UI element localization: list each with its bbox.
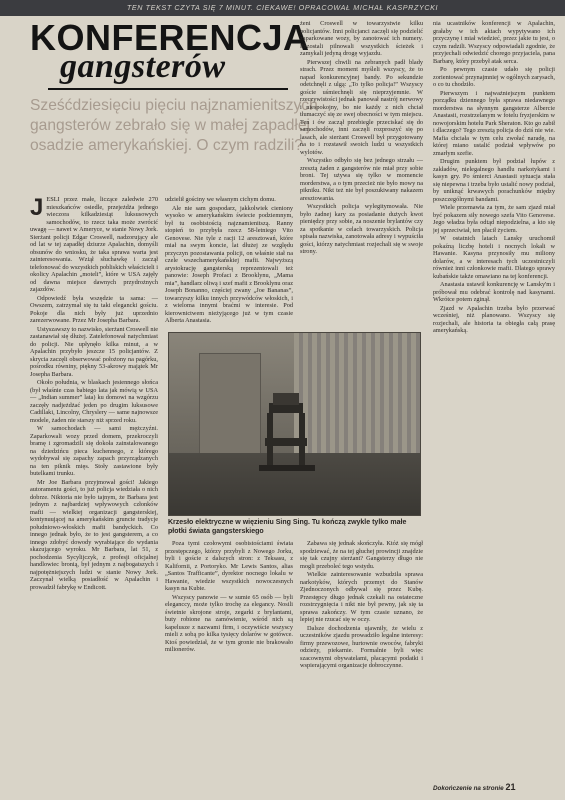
paragraph: Ale nie sam gospodarz, jakkolwiek cieniony wysoko w amerykańskim świecie podziemnym, był tu osobistością najznamienitszą. Ranny stopień to przybyła rzecz 58-letniego Vito Genovese. Nie tyle z racji 12 aresztowań, które miał na swym koncie, lat dłużej ze względu przyczyn pozostawania policji, on właśnie stał na czele wszechamerykańskiej mafii. Najwyższą arystokrację gangsterską reprezentowali też panowie: Joseph Profaci z Brooklynu, „Mama mia”, handlarz oliwą i szef mafii z Brooklynu oraz Joseph Bonanno, częściej zwany „Joe Bananas”, towarzyszy kilku innych przywódców włoskich, i z wieloma innymi braćmi w interesie. Pod kierownictwem nieżyjącego już w tym czasie Alberta Anastasia.	[165, 204, 293, 324]
continued-label: Dokończenie na stronie	[433, 785, 504, 792]
article-lead: Sześćdziesięciu pięciu najznamienitszych gangsterów zebrało się w małej zapadłej osadzie amerykańskiej. O czym radzili?	[30, 97, 318, 154]
text-column-3	[300, 20, 423, 328]
paragraph: udzielił gościny we własnym cichym domu.	[165, 196, 276, 203]
drop-cap: J	[30, 196, 44, 221]
electric-chair-icon	[169, 333, 420, 515]
paragraph: Wszystko odbyło się bez jednego strzału — zresztą żaden z gangsterów nie miał przy sobie broni. Tej używa się tylko w momencie morderstwa, a o tym przecież nie było mowy na pikniku. Nikt też nie był poszukiwany nakazem aresztowania.	[300, 157, 423, 202]
electric-chair-photo	[168, 332, 421, 516]
paragraph: Odpowiedź była wszędzie ta sama: — Owszem, zatrzymał się tu taki elegancki gościu. Pokoje dla nich były już uprzednio zarezerwowane. Przez Mr Josepha Barbara.	[30, 294, 158, 324]
paragraph: Wielkie zainteresowanie wzbudziła sprawa narkotyków, których przemyt do Stanów Zjednoczonych odbywał się przez Kubę. Przestępcy długo jednak czekali na ostateczne rozstrzygnięcia i nikt nie był pewny, jak się ta sprawa zakończy. W tym czasie uznano, że lepiej nie rzucać się w oczy.	[300, 571, 423, 623]
subtitle-rule	[48, 88, 288, 90]
paragraph: JESLI przez małe, liczące zaledwie 270 mieszkańców osiedle, przejeżdża jednego wieczora kilkadziesiąt luksusowych samochodów, to rzecz taka może zwrócić uwagę — nawet w Ameryce, w stanie Nowy Jork. Sierżant policji Edgar Croswell, nadzorujący ale od lat w tej zapadłej dziurze Apalachin, domyśli obsunów do wniosku, że taka sprawa warta jest zainteresowania. Wziął słuchawkę i zaczął telefonować do wszystkich pobliskich właścicieli i okolicy Apalachin „moteli”, które w USA zajęły od dawna miejsce dawnych przydrożnych zajazdów.	[30, 196, 158, 293]
paragraph: Dalsze dochodzenia ujawniły, że wielu z uczestników zjazdu prowadziło legalne interesy: firmy przewozowe, hurtownie owoców, fabryki odzieży, piekarnie. Formalnie byli więc szacownymi obywatelami, płacącymi podatki i wspierającymi organizacje dobroczynne.	[300, 624, 423, 669]
paragraph: Pierwszej chwili na zebranych padł blady strach. Przez moment myśleli wszyscy, że to napad konkurencyjnej bandy. Po sekundzie odetchnęli z ulgą: „To tylko policja!” Wszyscy goście uśmiechnęli się nieprzyjemnie. W rzeczywistości jednak panował nastrój nerwowy i niespokojny, bo nie każdy z nich chciał tłumaczyć się ze swej obecności w tym miejscu. Ten i ów zaczął przebiegle przeciskać się do samochodów, inni zaczęli rozproszyć się po lasach, ale sierżant Croswell był przygotowany na to i rozstawił swoich ludzi u wszystkich wylotów.	[300, 58, 423, 156]
continued-page: 21	[505, 782, 516, 792]
article-title: KONFERENCJA	[30, 17, 310, 58]
header-band	[0, 0, 565, 16]
paragraph: Wszystkich policja wylegitymowała. Nie było żadnej kary za posiadanie dużych kwot pieniędzy przy sobie, za noszenie brylantów czy za spotkanie w celach towarzyskich. Policja spisała nazwiska, zanotowała adresy i wypuściła gości, którzy natychmiast rozjechali się w swoje strony.	[300, 203, 423, 255]
text-column-3-bottom	[300, 540, 423, 798]
text-column-2-bottom	[165, 540, 293, 798]
photo-caption: Krzesło elektryczne w więzieniu Sing Sing. Tu kończą zwykle tylko małe płotki świata gangsterskiego	[168, 519, 407, 535]
paragraph: Poza tymi czołowymi osobistościami świata przestępczego, którzy przybyli z Nowego Jorku, byli i goście z dalszych stron: z Teksasu, z Kalifornii, z Portoryko. Mr Lewis Santos, alias „Santos Trafficante”, dyrektor nocnego lokalu w Hawanie, wiedzie wszystkich nowoczesnych kasyn na Kubie.	[165, 540, 293, 592]
text-column-2	[165, 196, 293, 328]
paragraph: Około południa, w blaskach jesiennego słońca (był właśnie czas babiego lata jak mówią w USA — „Indian summer” lata) ku domowi na wzgórzu zaczęły nadjeżdżać jeden po drugim luksusowe Cadillaki, Lincolny, Chryslery — same najnowsze modele, żaden nie starszy niż sprzed roku.	[30, 379, 158, 424]
paragraph: Po pewnym czasie udało się policji zorientować przynajmniej w ogólnych zarysach, o co tu chodziło.	[433, 66, 555, 88]
continued-note	[433, 782, 553, 792]
paragraph: W ostatnich latach Lansky uruchomił pokaźną liczbę hoteli i nocnych lokali w Hawanie. Kasyna przynosiły mu miliony dolarów, a w interesach tych uczestniczyli również inni członkowie mafii. Dlatego sprawy kubańskie także omawiano na tej konferencji.	[433, 235, 555, 280]
paragraph: nia ucastników konferencji w Apalachin, grałaby w ich aktach wypytywano ich przyczynę i miał wiedzieć, przez jakie tu jest, o czym radzili. Wszyscy odpowiadali zgodnie, że przyjechali odwiedzić chorego przyjaciela, pana Barbarę, który przebył atak serca.	[433, 20, 555, 65]
paragraph: Wszyscy panowie — w sumie 65 osób — byli eleganccy, może tylko trochę za elegancy. Nosili świetnie skrojone stroje, zegarki z brylantami, buty robione na zamówienie, wśród nich są kapelusze z nazwami firm, i oczywiście wszyscy mieli z sobą po kilka tysięcy dolarów w gotówce. Ktoś powiedział, że w tym gronie nie brakowało milionerów.	[165, 593, 293, 653]
paragraph: Mr Joe Barbara przyjmował gości! Jakiego autoramentu gości, to już policja wiedziała o nich dobrze. Niktoria nie było tajnym, że Barbara jest jednym z najbardziej wpływowych członków mafii — wielkiej organizacji gangsterskiej, kontynuującej na amerykańskim gruncie tradycje południowo-włoskich mafii bandyckich. Co innego jednak było, że to jest gangsterem, a co innego zdobyć dowody wyrabiające do wydania skazującego wyroku. Mr Barbara, lat 51, z pochodzenia Sycylijczyk, z profesji oficjalnej handlowiec bronią, był jednym z najbogatszych i najpotężniejszych ludzi w stanie Nowy Jork. Zaczynał wielką posiadłość w Apalachin i prowadził fabrykę w Endicott.	[30, 478, 158, 591]
article-subtitle: gangsterów	[60, 48, 226, 85]
text-column-1	[30, 196, 158, 796]
paragraph: Drugim punktem był podział łupów z zakładów, nielegalnego handlu narkotykami i kasyn gry. Po śmierci Anastasii sytuacja stała się niepewna i trzeba było ustalić nowy podział, by uniknąć krwawych porachunków między poszczególnymi bandami.	[433, 158, 555, 203]
paragraph: Wiele przemawia za tym, że sam zjazd miał być pokazem siły nowego szefa Vito Genovese. Jego władza była odtąd niepodzielna, a kto się jej sprzeciwiał, ten płacił życiem.	[433, 204, 555, 234]
header-tagline: TEN TEKST CZYTA SIĘ 7 MINUT. CIEKAWE! OPRACOWAŁ MICHAŁ KASPRZYCKI	[126, 3, 439, 12]
paragraph: Zabawa się jednak skończyła. Któż się mógł spodziewać, że na tej głuchej prowincji znajdzie się tak czujny sierżant? Gangsterzy długo nie mogli przeboleć tego wstydu.	[300, 540, 423, 570]
paragraph: Ustyszawszy to nazwisko, sierżant Croswell nie zastanawiał się dłużej. Zatelefonował natychmiast do policji. Nie upłynęło kilka minut, a w Apalachin przybyło jeszcze 15 policjantów. Z skrycia zaczęli obserwować położony na pagórku, pośrodku równiny, piękny 53-akrowy majątek Mr Josepha Barbara.	[30, 325, 158, 378]
paragraph: Anastasia ustawił konkurencję w Lansky'm i próbował mu odebrać kontrolę nad kasynami. Wkrótce potem zginął.	[433, 281, 555, 303]
paragraph: Pierwszym i najważniejszym punktem porządku dziennego była sprawa niedawnego morderstwa na słynnym gangsterze Albercie Anastasii, rozstrzelanym w fotelu fryzjerskim w nowojorskim hotelu Park Sheraton. Kto go zabił i dlaczego? Tego zresztą policja do dziś nie wie. Mafia chciała w tym celu zwołać naradę, na której miano ustalić podział wpływów po zmarłym szefie.	[433, 89, 555, 157]
paragraph: W samochodach — sami mężczyźni. Zaparkowali wozy przed domem, przekroczyli bramę i zgromadzili się dokoła zainstalowanego na dziedzińcu pieca kuchennego, z którego wydobywał się zapachy zapach przyrządzanych na ten piknik mięs. Stoły zastawione były butelkami trunku.	[30, 425, 158, 477]
text-column-4	[433, 20, 555, 778]
paragraph: Zjazd w Apalachin trzeba było przerwać wcześniej, niż planowano. Wszyscy się rozjechali, ale historia ta obiegła całą prasę amerykańską.	[433, 304, 555, 334]
paragraph: żeni Croswell w towarzystwie kilku policjantów. Inni policjanci zaczęli się podzielić zaparkowane wozy, by zanotować ich numery. Pozostali pilnowali wszystkich ścieżek i zamykali jedyną drogę wyjazdu.	[300, 20, 423, 57]
